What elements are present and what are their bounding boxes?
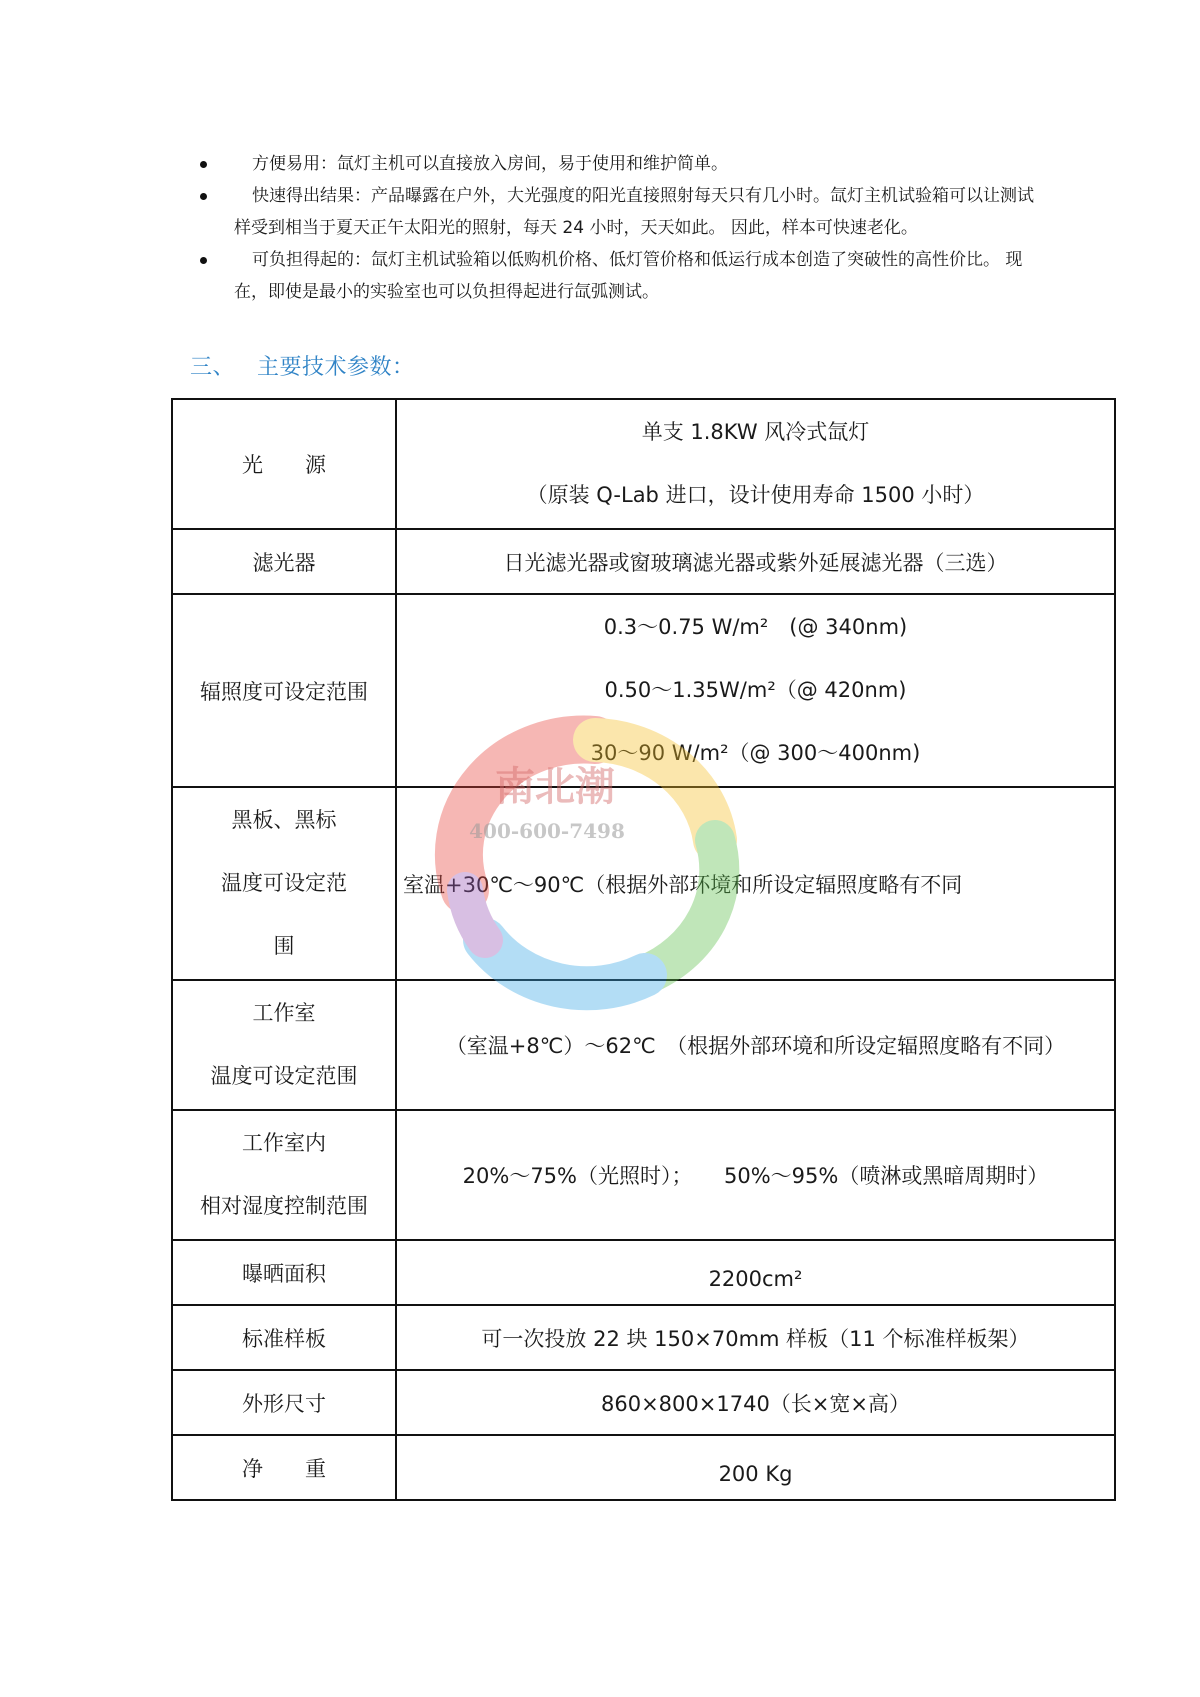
param-value: 20%～75%（光照时）； 50%～95%（喷淋或黑暗周期时） [396,1110,1115,1240]
param-key: 净 重 [172,1435,396,1500]
param-key-line: 黑板、黑标 [231,808,337,832]
feature-bullet-fast [190,180,1040,244]
bullet-lead: 方便易用： [252,154,337,174]
param-value [396,399,1115,529]
section-heading [190,350,415,381]
section-number: 三、 [190,355,236,380]
table-row [172,594,1115,787]
feature-bullet-list [190,148,1040,308]
watermark-brand-text: 南北潮 [495,763,615,810]
param-key [172,787,396,980]
feature-bullet-affordable [190,244,1040,308]
param-key-line: 温度可设定范 [221,871,347,895]
param-value: 2200cm² [396,1240,1115,1305]
param-key-line: 工作室 [252,1001,316,1025]
param-key: 标准样板 [172,1305,396,1370]
section-title: 主要技术参数： [257,355,415,380]
param-value-line: 0.50～1.35W/m²（@ 420nm) [604,678,907,702]
table-row [172,399,1115,529]
param-value-line: （原装 Q-Lab 进口，设计使用寿命 1500 小时） [526,483,985,507]
param-key-line: 温度可设定范围 [210,1064,358,1088]
param-key: 外形尺寸 [172,1370,396,1435]
param-value: 200 Kg [396,1435,1115,1500]
table-row [172,1240,1115,1305]
param-value [396,594,1115,787]
param-key: 曝晒面积 [172,1240,396,1305]
bullet-text: 氙灯主机试验箱以低购机价格、低灯管价格和低运行成本创造了突破性的高性价比。 现在，即使是最小的实验室也可以负担得起进行氙弧测试。 [234,250,1023,302]
watermark-phone-text: 400-600-7498 [469,819,625,843]
param-key: 光 源 [172,399,396,529]
bullet-text: 产品曝露在户外，大光强度的阳光直接照射每天只有几小时。氙灯主机试验箱可以让测试样受到相当于夏天正午太阳光的照射，每天 24 小时，天天如此。 因此，样本可快速老化。 [234,186,1034,238]
param-key-line: 工作室内 [242,1131,326,1155]
table-row [172,980,1115,1110]
param-value: 可一次投放 22 块 150×70mm 样板（11 个标准样板架） [396,1305,1115,1370]
feature-bullet-ease [190,148,1040,180]
param-value: （室温+8℃）～62℃ （根据外部环境和所设定辐照度略有不同） [396,980,1115,1110]
param-value: 日光滤光器或窗玻璃滤光器或紫外延展滤光器（三选） [396,529,1115,594]
table-row [172,529,1115,594]
param-key-line: 围 [273,934,295,958]
param-value-line: 0.3～0.75 W/m² (@ 340nm) [603,615,908,639]
param-value-line: 30～90 W/m²（@ 300～400nm) [590,741,921,765]
param-value-line: 单支 1.8KW 风冷式氙灯 [641,420,870,444]
table-row [172,787,1115,980]
table-row [172,1110,1115,1240]
param-key [172,1110,396,1240]
param-key: 辐照度可设定范围 [172,594,396,787]
table-row [172,1370,1115,1435]
bullet-text: 氙灯主机可以直接放入房间，易于使用和维护简单。 [337,154,728,174]
param-key [172,980,396,1110]
param-value: 860×800×1740（长×宽×高） [396,1370,1115,1435]
bullet-lead: 可负担得起的： [252,250,371,270]
table-row [172,1305,1115,1370]
tech-params-table [171,398,1116,1501]
bullet-lead: 快速得出结果： [252,186,371,206]
param-key: 滤光器 [172,529,396,594]
table-row [172,1435,1115,1500]
param-value: 室温+30℃～90℃（根据外部环境和所设定辐照度略有不同 [396,787,1115,980]
param-key-line: 相对湿度控制范围 [200,1194,368,1218]
